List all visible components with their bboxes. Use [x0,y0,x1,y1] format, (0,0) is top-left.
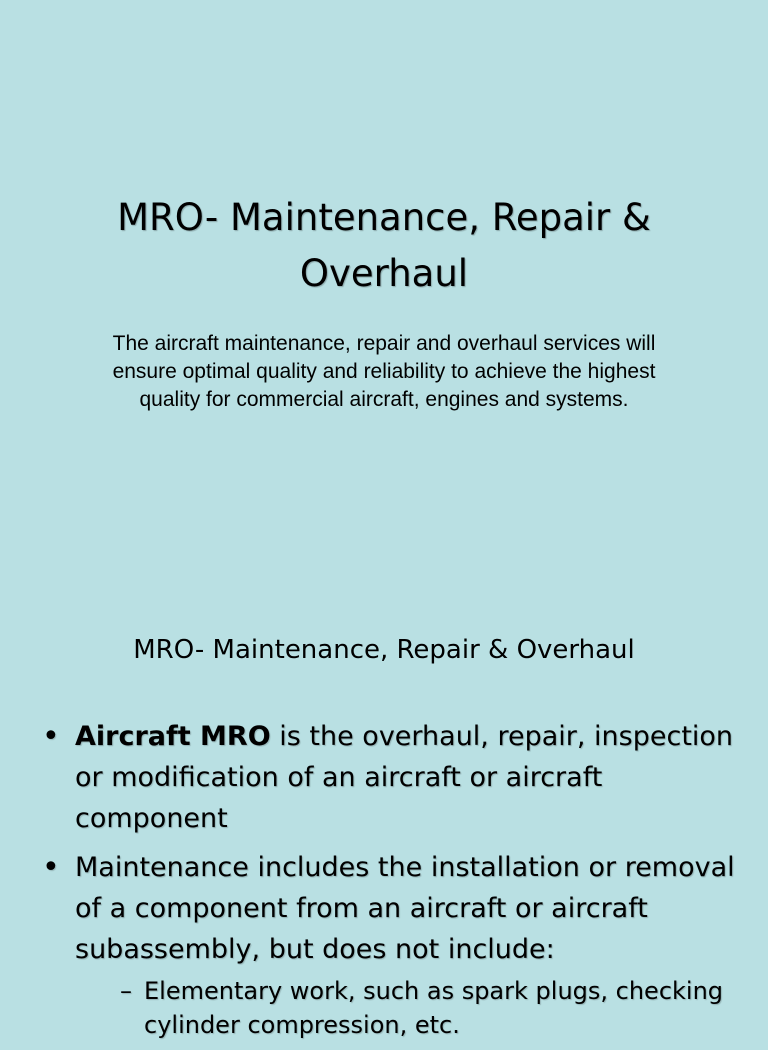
bullet-icon: • [42,719,60,754]
bullet-list [40,716,740,1050]
slide-subtitle: The aircraft maintenance, repair and overhaul services will ensure optimal quality and reliability to achieve the highest quality for commercial aircraft, engines and systems. [112,332,656,411]
section-heading: MRO- Maintenance, Repair & Overhaul [133,635,635,665]
bullet-item-aircraft-mro [40,716,740,839]
bullet-item-maintenance [40,847,740,1042]
bullet-text: is the overhaul, repair, inspection or modification of an aircraft or aircraft component [75,721,734,834]
sub-bullet-text: Elementary work, such as spark plugs, checking cylinder compression, etc. [144,977,724,1039]
sub-bullet-item [75,974,740,1042]
slide-title: MRO- Maintenance, Repair & Overhaul [117,196,651,295]
dash-icon: – [120,977,132,1005]
bullet-bold-term: Aircraft MRO [75,721,271,752]
bullet-icon: • [42,850,60,885]
bullet-text: Maintenance includes the installation or removal of a component from an aircraft or aircraft subassembly, but does not include: [75,852,735,965]
